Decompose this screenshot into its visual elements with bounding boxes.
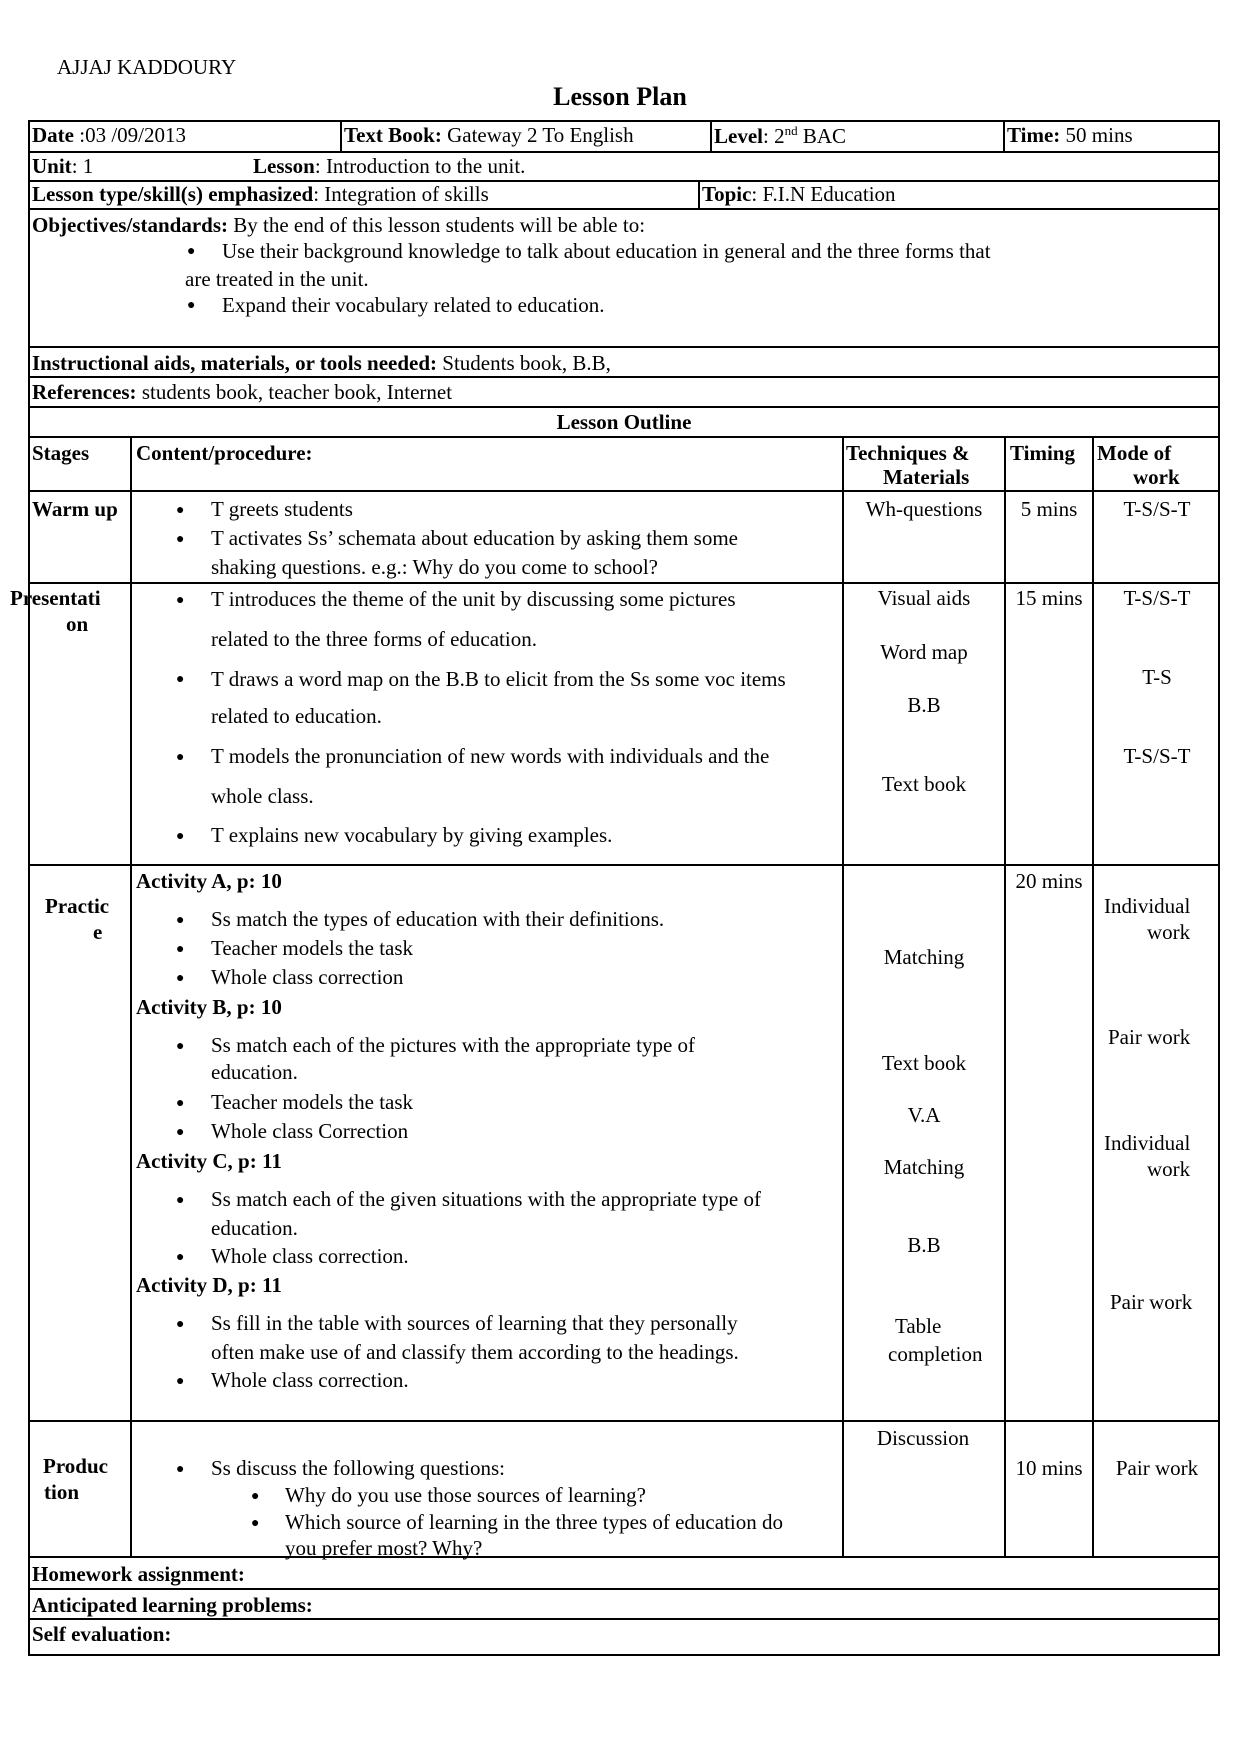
- bullet-icon: ●: [187, 244, 196, 259]
- bullet-icon: ●: [176, 971, 185, 986]
- col-mode: Mode of: [1097, 441, 1172, 465]
- bullet-icon: ●: [176, 942, 185, 957]
- activity-item: Ss fill in the table with sources of learning that they personally: [211, 1311, 738, 1335]
- bullet-icon: ●: [176, 672, 185, 687]
- bullet-icon: ●: [176, 1096, 185, 1111]
- bullet-icon: ●: [176, 503, 185, 518]
- author-name: AJJAJ KADDOURY: [57, 55, 237, 79]
- col-mode-2: work: [1133, 465, 1180, 489]
- production-item: Ss discuss the following questions:: [211, 1456, 506, 1480]
- activity-item: Whole class correction: [211, 965, 404, 989]
- activity-item: Ss match each of the given situations with the appropriate type of: [211, 1187, 761, 1211]
- stage-production-2: tion: [44, 1480, 80, 1504]
- presentation-item: T draws a word map on the B.B to elicit from the Ss some voc items: [211, 667, 786, 691]
- bullet-icon: ●: [176, 1039, 185, 1054]
- activity-item: Whole class Correction: [211, 1119, 409, 1143]
- bullet-icon: ●: [176, 1462, 185, 1477]
- presentation-technique: Visual aids: [877, 586, 971, 610]
- level-cell: Level: 2nd BAC: [714, 123, 847, 148]
- bullet-icon: ●: [176, 532, 185, 547]
- activity-a-title: Activity A, p: 10: [136, 869, 282, 893]
- presentation-item: T models the pronunciation of new words with individuals and the: [211, 744, 770, 768]
- objective-item: Expand their vocabulary related to education.: [222, 293, 605, 317]
- activity-d-title: Activity D, p: 11: [136, 1273, 282, 1297]
- production-technique: Discussion: [876, 1426, 970, 1450]
- outline-title: Lesson Outline: [556, 410, 692, 434]
- activity-item: Teacher models the task: [211, 936, 414, 960]
- bullet-icon: ●: [251, 1489, 260, 1504]
- stage-warmup: Warm up: [32, 497, 118, 521]
- problems-label: Anticipated learning problems:: [32, 1593, 313, 1617]
- stage-presentation-2: on: [66, 612, 89, 636]
- references-row: References: students book, teacher book, Internet: [32, 380, 453, 404]
- practice-mode-cont: work: [1147, 920, 1191, 944]
- production-question: Why do you use those sources of learning?: [285, 1483, 646, 1507]
- presentation-item-cont: whole class.: [211, 784, 314, 808]
- col-content: Content/procedure:: [136, 441, 313, 465]
- practice-timing: 20 mins: [1015, 869, 1083, 893]
- presentation-mode: T-S/S-T: [1123, 744, 1191, 768]
- bullet-icon: ●: [187, 298, 196, 313]
- bullet-icon: ●: [176, 750, 185, 765]
- col-stages: Stages: [32, 441, 90, 465]
- homework-label: Homework assignment:: [32, 1562, 245, 1586]
- production-question-cont: you prefer most? Why?: [285, 1536, 483, 1560]
- self-evaluation-label: Self evaluation:: [32, 1622, 172, 1646]
- practice-mode: Pair work: [1110, 1290, 1193, 1314]
- presentation-technique: B.B: [907, 693, 941, 717]
- stage-practice-2: e: [93, 920, 103, 944]
- bullet-icon: ●: [176, 913, 185, 928]
- bullet-icon: ●: [176, 1317, 185, 1332]
- stage-presentation: Presentati: [10, 586, 101, 610]
- activity-item: Teacher models the task: [211, 1090, 414, 1114]
- aids-row: Instructional aids, materials, or tools needed: Students book, B.B,: [32, 351, 611, 375]
- activity-item: Ss match each of the pictures with the appropriate type of: [211, 1033, 696, 1057]
- objective-item-cont: are treated in the unit.: [185, 267, 369, 291]
- unit-cell: Unit: 1: [32, 154, 94, 178]
- presentation-item: T explains new vocabulary by giving examples.: [211, 823, 613, 847]
- time-cell: Time: 50 mins: [1007, 123, 1133, 147]
- warmup-timing: 5 mins: [1020, 497, 1078, 521]
- bullet-icon: ●: [176, 1125, 185, 1140]
- practice-mode: Pair work: [1108, 1025, 1191, 1049]
- presentation-item: T introduces the theme of the unit by discussing some pictures: [211, 587, 736, 611]
- bullet-icon: ●: [176, 1374, 185, 1389]
- practice-technique: Text book: [881, 1051, 967, 1075]
- practice-technique-cont: completion: [888, 1342, 983, 1366]
- activity-item: Ss match the types of education with their definitions.: [211, 907, 665, 931]
- presentation-technique: Text book: [881, 772, 967, 796]
- activity-item-cont: education.: [211, 1060, 298, 1084]
- activity-item-cont: often make use of and classify them according to the headings.: [211, 1340, 739, 1364]
- bullet-icon: ●: [176, 829, 185, 844]
- lesson-cell: Lesson: Introduction to the unit.: [253, 154, 526, 178]
- col-techniques: Techniques &: [846, 441, 970, 465]
- col-timing: Timing: [1010, 441, 1075, 465]
- stage-practice: Practic: [45, 894, 110, 918]
- activity-item: Whole class correction.: [211, 1368, 409, 1392]
- practice-technique: B.B: [907, 1233, 941, 1257]
- textbook-cell: Text Book: Gateway 2 To English: [344, 123, 634, 147]
- stage-production: Produc: [43, 1454, 108, 1478]
- page-title: Lesson Plan: [553, 82, 687, 111]
- bullet-icon: ●: [176, 1193, 185, 1208]
- warmup-technique: Wh-questions: [865, 497, 983, 521]
- presentation-item-cont: related to education.: [211, 704, 382, 728]
- practice-technique: Matching: [883, 1155, 965, 1179]
- activity-c-title: Activity C, p: 11: [136, 1149, 282, 1173]
- bullet-icon: ●: [251, 1516, 260, 1531]
- presentation-technique: Word map: [880, 640, 968, 664]
- practice-technique: V.A: [907, 1103, 941, 1127]
- objective-item: Use their background knowledge to talk about education in general and the three forms that: [222, 239, 991, 263]
- objectives-intro: Objectives/standards: By the end of this lesson students will be able to:: [32, 213, 646, 237]
- presentation-mode: T-S: [1142, 665, 1172, 689]
- lesson-type-cell: Lesson type/skill(s) emphasized: Integration of skills: [32, 182, 489, 206]
- production-mode: Pair work: [1115, 1456, 1199, 1480]
- presentation-mode: T-S/S-T: [1123, 586, 1191, 610]
- practice-technique: Matching: [883, 945, 965, 969]
- practice-mode: Individual: [1104, 894, 1191, 918]
- presentation-item-cont: related to the three forms of education.: [211, 627, 537, 651]
- practice-mode: Individual: [1104, 1131, 1191, 1155]
- presentation-timing: 15 mins: [1015, 586, 1083, 610]
- warmup-item: T greets students: [211, 497, 353, 521]
- practice-mode-cont: work: [1147, 1157, 1191, 1181]
- production-question: Which source of learning in the three types of education do: [285, 1510, 783, 1534]
- production-timing: 10 mins: [1015, 1456, 1083, 1480]
- warmup-item: T activates Ss’ schemata about education by asking them some: [211, 526, 738, 550]
- practice-technique: Table: [895, 1314, 942, 1338]
- activity-item-cont: education.: [211, 1216, 298, 1240]
- date-cell: Date :03 /09/2013: [32, 123, 186, 147]
- activity-item: Whole class correction.: [211, 1244, 409, 1268]
- warmup-mode: T-S/S-T: [1123, 497, 1191, 521]
- warmup-item-cont: shaking questions. e.g.: Why do you come to school?: [211, 555, 658, 579]
- col-techniques-2: Materials: [883, 465, 970, 489]
- bullet-icon: ●: [176, 593, 185, 608]
- bullet-icon: ●: [176, 1250, 185, 1265]
- topic-cell: Topic: F.I.N Education: [702, 182, 896, 206]
- activity-b-title: Activity B, p: 10: [136, 995, 282, 1019]
